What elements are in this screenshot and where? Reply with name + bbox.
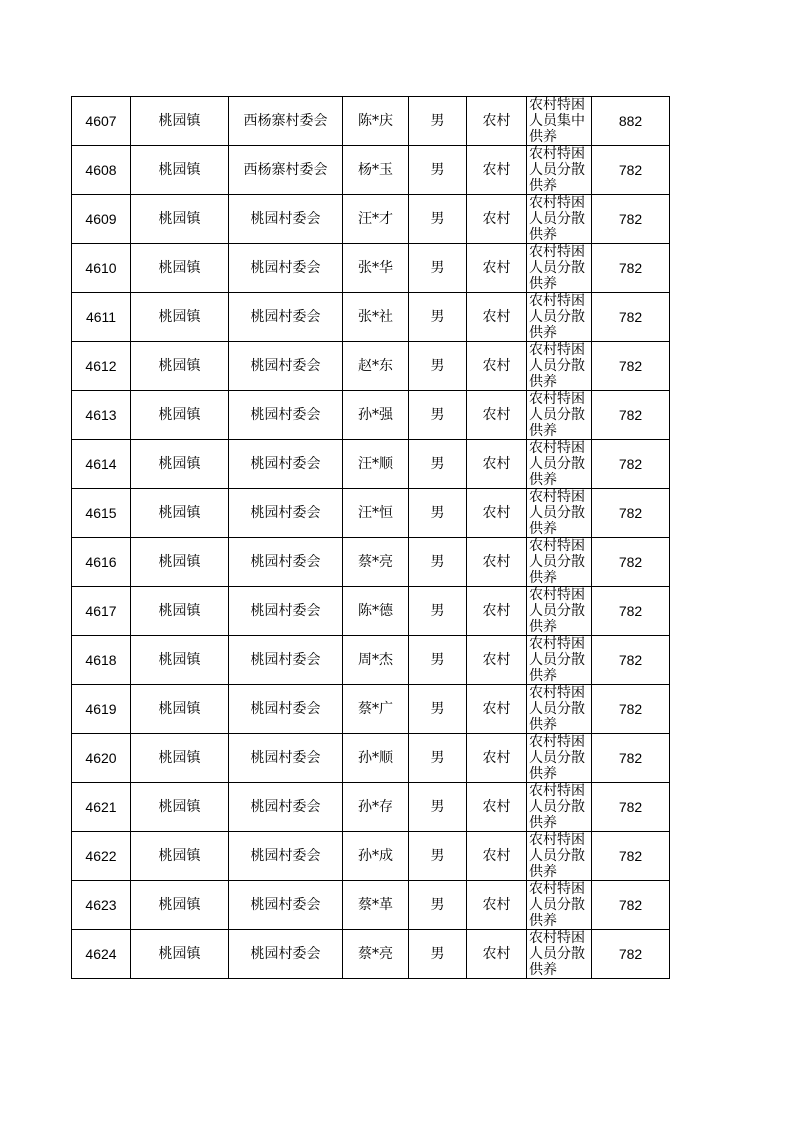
area-type-cell: 农村 (467, 342, 527, 391)
support-category-text: 农村特困人员分散供养 (529, 538, 585, 586)
row-number: 4611 (72, 293, 131, 342)
amount-cell: 782 (592, 881, 670, 930)
support-category-text: 农村特困人员分散供养 (529, 489, 585, 537)
row-number: 4624 (72, 930, 131, 979)
person-name-cell: 汪*顺 (343, 440, 409, 489)
area-type-cell: 农村 (467, 734, 527, 783)
support-category-cell (527, 195, 592, 244)
table-row (72, 783, 670, 832)
amount-cell: 782 (592, 391, 670, 440)
village-committee-cell: 桃园村委会 (229, 342, 343, 391)
village-committee-cell: 西杨寨村委会 (229, 97, 343, 146)
table-row (72, 538, 670, 587)
row-number: 4621 (72, 783, 131, 832)
support-category-text: 农村特困人员分散供养 (529, 881, 585, 929)
support-category-text: 农村特困人员集中供养 (529, 97, 585, 145)
support-category-text: 农村特困人员分散供养 (529, 587, 585, 635)
table-row (72, 881, 670, 930)
amount-cell: 782 (592, 636, 670, 685)
town-cell: 桃园镇 (131, 783, 229, 832)
area-type-cell: 农村 (467, 636, 527, 685)
area-type-cell: 农村 (467, 293, 527, 342)
gender-cell: 男 (409, 636, 467, 685)
village-committee-cell: 桃园村委会 (229, 391, 343, 440)
town-cell: 桃园镇 (131, 489, 229, 538)
person-name-cell: 蔡*亮 (343, 930, 409, 979)
amount-cell: 782 (592, 734, 670, 783)
support-category-cell (527, 538, 592, 587)
support-category-cell (527, 97, 592, 146)
gender-cell: 男 (409, 293, 467, 342)
person-name-cell: 孙*成 (343, 832, 409, 881)
row-number: 4616 (72, 538, 131, 587)
village-committee-cell: 桃园村委会 (229, 440, 343, 489)
row-number: 4623 (72, 881, 131, 930)
support-category-text: 农村特困人员分散供养 (529, 440, 585, 488)
person-name-cell: 孙*强 (343, 391, 409, 440)
support-category-cell (527, 636, 592, 685)
gender-cell: 男 (409, 587, 467, 636)
village-committee-cell: 桃园村委会 (229, 587, 343, 636)
town-cell: 桃园镇 (131, 440, 229, 489)
support-category-text: 农村特困人员分散供养 (529, 685, 585, 733)
table-row (72, 685, 670, 734)
town-cell: 桃园镇 (131, 734, 229, 783)
support-category-text: 农村特困人员分散供养 (529, 783, 585, 831)
table-row (72, 293, 670, 342)
amount-cell: 782 (592, 930, 670, 979)
support-category-cell (527, 587, 592, 636)
town-cell: 桃园镇 (131, 146, 229, 195)
table-row (72, 489, 670, 538)
table-row (72, 734, 670, 783)
person-name-cell: 杨*玉 (343, 146, 409, 195)
town-cell: 桃园镇 (131, 244, 229, 293)
support-category-text: 农村特困人员分散供养 (529, 146, 585, 194)
amount-cell: 782 (592, 587, 670, 636)
gender-cell: 男 (409, 195, 467, 244)
table-row (72, 195, 670, 244)
table-row (72, 930, 670, 979)
amount-cell: 782 (592, 293, 670, 342)
support-category-text: 农村特困人员分散供养 (529, 930, 585, 978)
village-committee-cell: 桃园村委会 (229, 636, 343, 685)
support-category-text: 农村特困人员分散供养 (529, 244, 585, 292)
support-category-cell (527, 685, 592, 734)
area-type-cell: 农村 (467, 930, 527, 979)
table-row (72, 440, 670, 489)
gender-cell: 男 (409, 930, 467, 979)
support-category-cell (527, 734, 592, 783)
support-category-cell (527, 832, 592, 881)
person-name-cell: 蔡*亮 (343, 538, 409, 587)
row-number: 4619 (72, 685, 131, 734)
town-cell: 桃园镇 (131, 293, 229, 342)
person-name-cell: 蔡*广 (343, 685, 409, 734)
gender-cell: 男 (409, 146, 467, 195)
town-cell: 桃园镇 (131, 881, 229, 930)
support-category-cell (527, 391, 592, 440)
gender-cell: 男 (409, 391, 467, 440)
person-name-cell: 汪*才 (343, 195, 409, 244)
town-cell: 桃园镇 (131, 685, 229, 734)
town-cell: 桃园镇 (131, 636, 229, 685)
support-category-cell (527, 930, 592, 979)
row-number: 4608 (72, 146, 131, 195)
town-cell: 桃园镇 (131, 587, 229, 636)
row-number: 4614 (72, 440, 131, 489)
support-category-cell (527, 146, 592, 195)
table-row (72, 636, 670, 685)
area-type-cell: 农村 (467, 783, 527, 832)
support-category-cell (527, 342, 592, 391)
area-type-cell: 农村 (467, 587, 527, 636)
amount-cell: 782 (592, 832, 670, 881)
town-cell: 桃园镇 (131, 342, 229, 391)
gender-cell: 男 (409, 538, 467, 587)
area-type-cell: 农村 (467, 538, 527, 587)
row-number: 4617 (72, 587, 131, 636)
support-category-text: 农村特困人员分散供养 (529, 832, 585, 880)
village-committee-cell: 桃园村委会 (229, 930, 343, 979)
area-type-cell: 农村 (467, 391, 527, 440)
person-name-cell: 陈*德 (343, 587, 409, 636)
support-category-text: 农村特困人员分散供养 (529, 293, 585, 341)
gender-cell: 男 (409, 489, 467, 538)
amount-cell: 782 (592, 685, 670, 734)
row-number: 4613 (72, 391, 131, 440)
person-name-cell: 陈*庆 (343, 97, 409, 146)
gender-cell: 男 (409, 685, 467, 734)
town-cell: 桃园镇 (131, 832, 229, 881)
support-category-cell (527, 244, 592, 293)
area-type-cell: 农村 (467, 195, 527, 244)
area-type-cell: 农村 (467, 97, 527, 146)
support-category-text: 农村特困人员分散供养 (529, 342, 585, 390)
row-number: 4612 (72, 342, 131, 391)
town-cell: 桃园镇 (131, 97, 229, 146)
person-name-cell: 孙*存 (343, 783, 409, 832)
person-name-cell: 张*华 (343, 244, 409, 293)
support-category-cell (527, 440, 592, 489)
roster-body (72, 97, 670, 979)
town-cell: 桃园镇 (131, 391, 229, 440)
amount-cell: 882 (592, 97, 670, 146)
amount-cell: 782 (592, 440, 670, 489)
village-committee-cell: 桃园村委会 (229, 832, 343, 881)
support-category-text: 农村特困人员分散供养 (529, 391, 585, 439)
person-name-cell: 赵*东 (343, 342, 409, 391)
village-committee-cell: 桃园村委会 (229, 293, 343, 342)
village-committee-cell: 桃园村委会 (229, 881, 343, 930)
support-category-cell (527, 881, 592, 930)
person-name-cell: 蔡*革 (343, 881, 409, 930)
gender-cell: 男 (409, 881, 467, 930)
gender-cell: 男 (409, 783, 467, 832)
town-cell: 桃园镇 (131, 538, 229, 587)
person-name-cell: 汪*恒 (343, 489, 409, 538)
support-category-text: 农村特困人员分散供养 (529, 636, 585, 684)
village-committee-cell: 西杨寨村委会 (229, 146, 343, 195)
village-committee-cell: 桃园村委会 (229, 538, 343, 587)
table-row (72, 391, 670, 440)
table-row (72, 244, 670, 293)
row-number: 4607 (72, 97, 131, 146)
amount-cell: 782 (592, 146, 670, 195)
town-cell: 桃园镇 (131, 930, 229, 979)
amount-cell: 782 (592, 342, 670, 391)
gender-cell: 男 (409, 832, 467, 881)
village-committee-cell: 桃园村委会 (229, 783, 343, 832)
row-number: 4622 (72, 832, 131, 881)
amount-cell: 782 (592, 489, 670, 538)
amount-cell: 782 (592, 195, 670, 244)
gender-cell: 男 (409, 734, 467, 783)
person-name-cell: 周*杰 (343, 636, 409, 685)
table-row (72, 146, 670, 195)
area-type-cell: 农村 (467, 832, 527, 881)
table-row (72, 587, 670, 636)
table-row (72, 97, 670, 146)
support-category-cell (527, 293, 592, 342)
gender-cell: 男 (409, 342, 467, 391)
town-cell: 桃园镇 (131, 195, 229, 244)
amount-cell: 782 (592, 538, 670, 587)
area-type-cell: 农村 (467, 146, 527, 195)
row-number: 4620 (72, 734, 131, 783)
village-committee-cell: 桃园村委会 (229, 244, 343, 293)
area-type-cell: 农村 (467, 685, 527, 734)
support-category-text: 农村特困人员分散供养 (529, 734, 585, 782)
gender-cell: 男 (409, 244, 467, 293)
person-name-cell: 孙*顺 (343, 734, 409, 783)
support-category-cell (527, 489, 592, 538)
area-type-cell: 农村 (467, 440, 527, 489)
area-type-cell: 农村 (467, 489, 527, 538)
row-number: 4618 (72, 636, 131, 685)
row-number: 4610 (72, 244, 131, 293)
person-name-cell: 张*社 (343, 293, 409, 342)
table-row (72, 832, 670, 881)
village-committee-cell: 桃园村委会 (229, 685, 343, 734)
village-committee-cell: 桃园村委会 (229, 734, 343, 783)
gender-cell: 男 (409, 440, 467, 489)
roster-table (71, 96, 670, 979)
row-number: 4609 (72, 195, 131, 244)
village-committee-cell: 桃园村委会 (229, 489, 343, 538)
row-number: 4615 (72, 489, 131, 538)
amount-cell: 782 (592, 244, 670, 293)
area-type-cell: 农村 (467, 881, 527, 930)
support-category-text: 农村特困人员分散供养 (529, 195, 585, 243)
area-type-cell: 农村 (467, 244, 527, 293)
village-committee-cell: 桃园村委会 (229, 195, 343, 244)
table-row (72, 342, 670, 391)
support-category-cell (527, 783, 592, 832)
gender-cell: 男 (409, 97, 467, 146)
amount-cell: 782 (592, 783, 670, 832)
